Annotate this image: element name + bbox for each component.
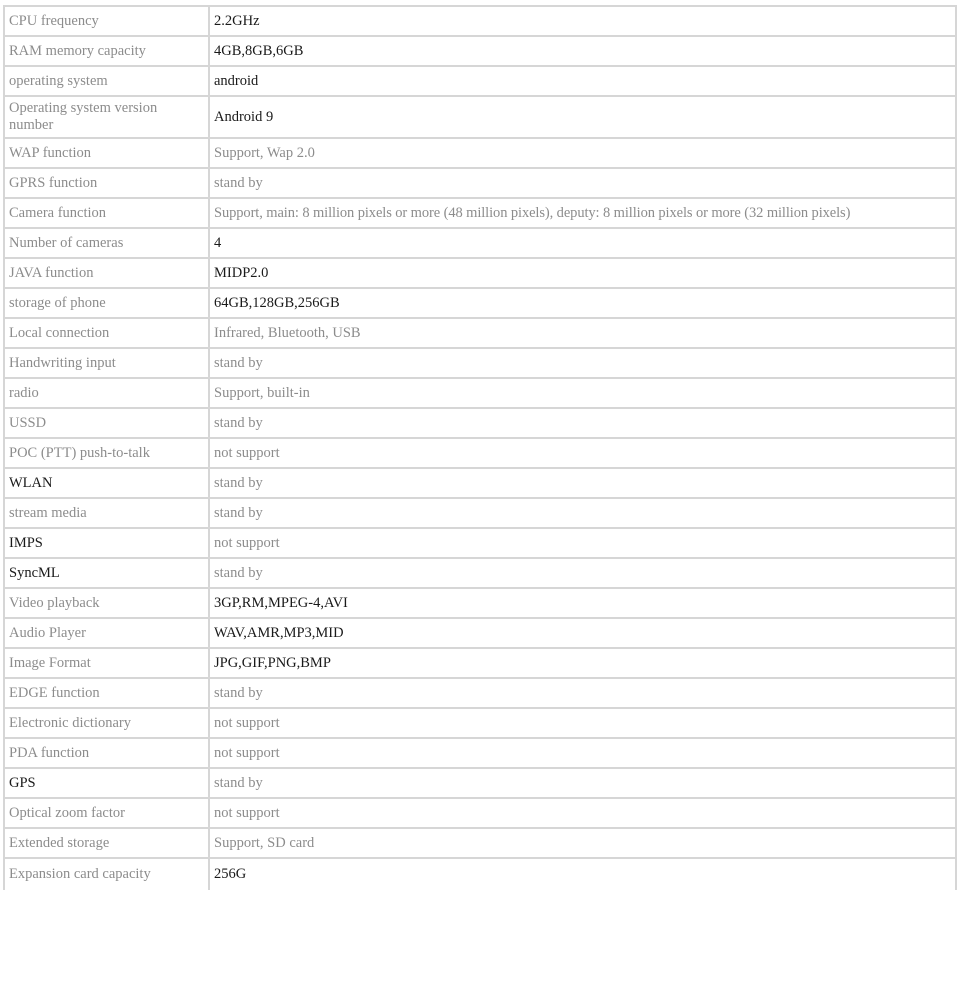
spec-label: RAM memory capacity (4, 36, 209, 66)
table-row (4, 408, 956, 438)
spec-value: Support, built-in (209, 378, 956, 408)
spec-label: Extended storage (4, 828, 209, 858)
spec-value: stand by (209, 558, 956, 588)
table-row (4, 858, 956, 890)
spec-label: USSD (4, 408, 209, 438)
spec-label: storage of phone (4, 288, 209, 318)
table-row (4, 618, 956, 648)
spec-value: stand by (209, 348, 956, 378)
table-row (4, 96, 956, 138)
spec-value: 256G (209, 858, 956, 890)
spec-label: WLAN (4, 468, 209, 498)
table-row (4, 828, 956, 858)
spec-label: Electronic dictionary (4, 708, 209, 738)
table-row (4, 378, 956, 408)
table-row (4, 168, 956, 198)
spec-label: GPRS function (4, 168, 209, 198)
spec-label: Number of cameras (4, 228, 209, 258)
spec-value: 4GB,8GB,6GB (209, 36, 956, 66)
spec-value: MIDP2.0 (209, 258, 956, 288)
spec-label: POC (PTT) push-to-talk (4, 438, 209, 468)
spec-value: stand by (209, 468, 956, 498)
table-row (4, 318, 956, 348)
spec-value: Infrared, Bluetooth, USB (209, 318, 956, 348)
spec-value: 4 (209, 228, 956, 258)
spec-table (3, 5, 957, 890)
spec-value: stand by (209, 168, 956, 198)
spec-value: 3GP,RM,MPEG-4,AVI (209, 588, 956, 618)
spec-label: SyncML (4, 558, 209, 588)
table-row (4, 558, 956, 588)
spec-label: stream media (4, 498, 209, 528)
table-row (4, 6, 956, 36)
table-row (4, 288, 956, 318)
spec-label: Local connection (4, 318, 209, 348)
table-row (4, 588, 956, 618)
table-row (4, 438, 956, 468)
spec-label: Handwriting input (4, 348, 209, 378)
spec-label: Operating system version number (4, 96, 209, 138)
spec-value: stand by (209, 408, 956, 438)
table-row (4, 708, 956, 738)
spec-label: Image Format (4, 648, 209, 678)
table-row (4, 198, 956, 228)
table-row (4, 348, 956, 378)
table-row (4, 738, 956, 768)
spec-label: radio (4, 378, 209, 408)
table-row (4, 678, 956, 708)
spec-label: Camera function (4, 198, 209, 228)
spec-label: CPU frequency (4, 6, 209, 36)
table-row (4, 66, 956, 96)
spec-value: not support (209, 438, 956, 468)
spec-value: JPG,GIF,PNG,BMP (209, 648, 956, 678)
spec-value: 64GB,128GB,256GB (209, 288, 956, 318)
spec-value: android (209, 66, 956, 96)
spec-value: WAV,AMR,MP3,MID (209, 618, 956, 648)
spec-label: operating system (4, 66, 209, 96)
table-row (4, 768, 956, 798)
spec-value: Support, main: 8 million pixels or more (48 million pixels), deputy: 8 million pixels or more (32 million pixels) (209, 198, 956, 228)
table-row (4, 528, 956, 558)
spec-label: EDGE function (4, 678, 209, 708)
spec-label: JAVA function (4, 258, 209, 288)
spec-label: IMPS (4, 528, 209, 558)
spec-value: stand by (209, 678, 956, 708)
spec-label: Optical zoom factor (4, 798, 209, 828)
table-row (4, 138, 956, 168)
spec-value: not support (209, 798, 956, 828)
spec-label: PDA function (4, 738, 209, 768)
table-row (4, 228, 956, 258)
table-row (4, 498, 956, 528)
spec-value: stand by (209, 498, 956, 528)
table-row (4, 36, 956, 66)
spec-value: not support (209, 708, 956, 738)
spec-value: Android 9 (209, 96, 956, 138)
spec-value: not support (209, 738, 956, 768)
table-row (4, 258, 956, 288)
table-row (4, 648, 956, 678)
spec-label: WAP function (4, 138, 209, 168)
spec-value: stand by (209, 768, 956, 798)
table-row (4, 798, 956, 828)
spec-label: Audio Player (4, 618, 209, 648)
spec-value: Support, Wap 2.0 (209, 138, 956, 168)
spec-value: Support, SD card (209, 828, 956, 858)
spec-label: GPS (4, 768, 209, 798)
spec-label: Video playback (4, 588, 209, 618)
spec-value: 2.2GHz (209, 6, 956, 36)
table-row (4, 468, 956, 498)
spec-label: Expansion card capacity (4, 858, 209, 890)
spec-value: not support (209, 528, 956, 558)
